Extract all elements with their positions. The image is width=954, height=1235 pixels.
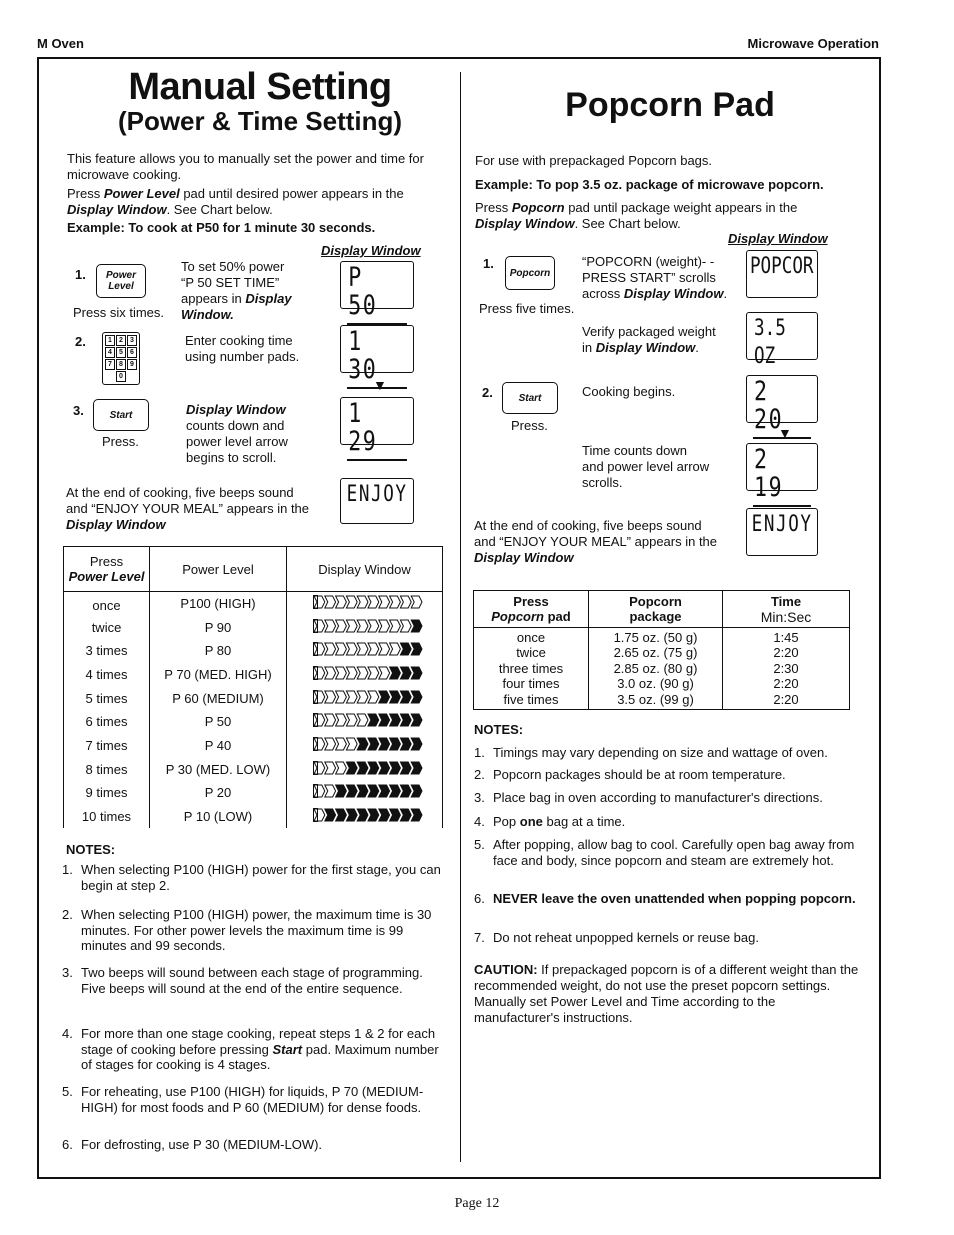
power-bar-cell [287,710,443,734]
note-number: 2. [474,767,485,782]
power-bar-cell [287,639,443,663]
power-table-body [64,592,443,829]
note-text: Popcorn packages should be at room temperature. [493,767,786,782]
number-key-5[interactable]: 5 [116,347,126,358]
popcorn-countdown-text: Time counts down and power level arrow scrolls. [582,443,710,490]
power-arrow-bar [313,761,423,775]
press-count: 7 times [64,734,150,758]
arrow-segment-filled [357,738,368,750]
arrow-segment-empty [357,620,368,632]
arrow-segment-empty [325,620,336,632]
arrow-segment-empty [368,667,379,679]
arrow-segment-empty [357,714,368,726]
display-2-20: 2 20 [746,375,818,423]
arrow-segment-filled [400,691,411,703]
manual-setting-subtitle: (Power & Time Setting) [117,106,403,136]
col-popcorn-package: Popcorn package [589,591,723,628]
arrow-segment-empty [325,596,336,608]
arrow-segment-filled [390,691,401,703]
note-item [474,790,859,806]
display-1-30: 1 30 [340,325,414,373]
arrow-segment-empty [346,643,357,655]
press-count: 9 times [64,781,150,805]
number-key-8[interactable]: 8 [116,359,126,370]
note-item [474,814,859,830]
arrow-segment-empty [357,667,368,679]
press-count: 6 times [64,710,150,734]
power-level-pad[interactable]: Power Level [96,264,146,298]
note-number: 4. [474,814,485,829]
press-count: 5 times [64,686,150,710]
arrow-segment-filled [368,738,379,750]
arrow-segment-empty [379,667,390,679]
number-key-7[interactable]: 7 [105,359,115,370]
table-row [64,734,443,758]
right-example: Example: To pop 3.5 oz. package of microwave popcorn. [475,177,824,192]
note-item [62,965,448,996]
popcorn-press-value: once [516,629,546,645]
power-level-value: P 10 (LOW) [150,805,287,829]
arrow-segment-filled [346,762,357,774]
arrow-segment-empty [336,738,347,750]
note-text: For more than one stage cooking, repeat steps 1 & 2 for each stage of cooking before pressing Start pad. Maximum number of stages for cooking is 4 stages. [81,1026,439,1072]
popcorn-step-2-caption: Press. [511,418,548,433]
display-p50: P 50 [340,261,414,309]
header-left: M Oven [37,36,84,51]
popcorn-time-cell [723,628,850,710]
power-level-value: P100 (HIGH) [150,592,287,616]
arrow-segment-filled [368,785,379,797]
note-text: After popping, allow bag to cool. Carefully open bag away from face and body, since popcorn and steam are extremely hot. [493,837,855,868]
left-example: Example: To cook at P50 for 1 minute 30 seconds. [67,220,376,235]
arrow-segment-empty [379,596,390,608]
arrow-segment-empty [346,738,357,750]
press-count: 10 times [64,805,150,829]
column-divider [460,72,461,1162]
table-row [64,592,443,616]
step-2-text: Enter cooking time using number pads. [185,333,300,364]
arrow-segment-empty [314,762,325,774]
arrow-segment-filled [400,809,411,821]
table-row [64,663,443,687]
header-right: Microwave Operation [747,36,879,51]
page-number: Page 12 [454,1196,500,1211]
note-text: Timings may vary depending on size and wattage of oven. [493,745,828,760]
power-arrow-bar [313,808,423,822]
popcorn-verify-text: Verify packaged weight in Display Window. [582,324,716,355]
arrow-segment-empty [314,667,325,679]
arrow-segment-empty [400,596,411,608]
arrow-segment-empty [336,714,347,726]
popcorn-step-2-text: Cooking begins. [582,384,676,399]
arrow-segment-filled [346,785,357,797]
caution-text: CAUTION: If prepackaged popcorn is of a different weight than the recommended weight, do not use the preset popcorn settings. Manually set Power Level and Time according to the manufacturer's instructions. [474,962,859,1025]
popcorn-pad-title: Popcorn Pad [565,86,775,124]
arrow-segment-empty [346,596,357,608]
left-end-text: At the end of cooking, five beeps sound and “ENJOY YOUR MEAL” appears in the Display Window [66,485,310,532]
arrow-segment-filled [379,762,390,774]
power-bar-cell [287,757,443,781]
arrow-segment-filled [400,785,411,797]
table-row [64,805,443,829]
arrow-segment-empty [314,596,325,608]
arrow-segment-empty [336,643,347,655]
col-display-window: Display Window [287,547,443,592]
arrow-segment-filled [379,691,390,703]
number-key-6[interactable]: 6 [127,347,137,358]
power-bar-cell [287,686,443,710]
arrow-segment-empty [314,809,325,821]
power-bar-cell [287,805,443,829]
arrow-segment-filled [411,738,422,750]
number-key-4[interactable]: 4 [105,347,115,358]
note-number: 4. [62,1026,73,1041]
popcorn-pad[interactable]: Popcorn [505,256,555,290]
power-arrow-bar [313,737,423,751]
arrow-segment-filled [400,667,411,679]
left-intro-1: This feature allows you to manually set the power and time for microwave cooking. [67,151,424,182]
col-press: Press Power Level [64,547,150,592]
power-bar-cell [287,781,443,805]
arrow-segment-filled [390,714,401,726]
table-row [64,615,443,639]
note-number: 6. [474,891,485,906]
arrow-segment-empty [314,785,325,797]
arrow-segment-empty [390,620,401,632]
arrow-segment-filled [390,809,401,821]
power-bar-cell [287,734,443,758]
arrow-segment-empty [314,620,325,632]
note-text: For reheating, use P100 (HIGH) for liquids, P 70 (MEDIUM-HIGH) for most foods and P 60 (MEDIUM) for dense foods. [81,1084,424,1115]
start-pad-right[interactable]: Start [502,382,558,414]
display-1-29: 1 29 [340,397,414,445]
table-row [64,757,443,781]
popcorn-press-value: four times [502,676,560,692]
arrow-segment-filled [411,809,422,821]
display-enjoy-right: ENJOY [746,508,818,556]
arrow-segment-filled [390,667,401,679]
arrow-segment-filled [390,785,401,797]
note-text: Pop one bag at a time. [493,814,626,829]
arrow-segment-empty [400,620,411,632]
popcorn-time-value: 2:20 [773,676,799,692]
arrow-segment-empty [336,691,347,703]
arrow-segment-empty [336,762,347,774]
power-arrow-bar [313,784,423,798]
arrow-segment-filled [390,738,401,750]
arrow-segment-filled [325,809,336,821]
arrow-segment-empty [368,596,379,608]
arrow-segment-filled [336,809,347,821]
note-text: Place bag in oven according to manufacturer's directions. [493,790,823,805]
table-row [64,686,443,710]
popcorn-step-1-number: 1. [483,256,494,271]
power-level-value: P 30 (MED. LOW) [150,757,287,781]
left-display-window-heading: Display Window [321,243,421,258]
col-time: Time Min:Sec [723,591,850,628]
arrow-segment-empty [357,691,368,703]
display-enjoy-left: ENJOY [340,478,414,524]
number-key-1[interactable]: 1 [105,335,115,346]
right-intro-2: Press Popcorn pad until package weight appears in the Display Window. See Chart below. [475,200,798,231]
arrow-segment-empty [314,643,325,655]
arrow-segment-filled [368,809,379,821]
left-notes-title: NOTES: [66,842,116,857]
popcorn-time-value: 2:30 [773,660,799,676]
col-press-popcorn: Press Popcorn pad [474,591,589,628]
popcorn-package-value: 2.85 oz. (80 g) [613,660,698,676]
table-row [64,639,443,663]
display-2-19: 2 19 [746,443,818,491]
power-level-value: P 70 (MED. HIGH) [150,663,287,687]
popcorn-press-value: twice [516,645,546,661]
arrow-segment-empty [346,714,357,726]
arrow-segment-empty [346,620,357,632]
down-arrow-icon: ▼ [373,377,387,393]
popcorn-table [473,590,850,710]
power-bar-cell [287,663,443,687]
right-notes-title: NOTES: [474,722,524,737]
arrow-segment-empty [379,643,390,655]
step-1-text: To set 50% power “P 50 SET TIME” appears in Display Window. [181,259,292,322]
right-end-text: At the end of cooking, five beeps sound and “ENJOY YOUR MEAL” appears in the Display Window [474,518,718,565]
popcorn-package-value: 3.5 oz. (99 g) [617,691,694,707]
right-intro-1: For use with prepackaged Popcorn bags. [475,153,713,168]
number-key-3[interactable]: 3 [127,335,137,346]
popcorn-time-value: 2:20 [773,691,799,707]
arrow-segment-empty [357,596,368,608]
arrow-segment-filled [379,738,390,750]
note-item [474,837,859,868]
note-text: For defrosting, use P 30 (MEDIUM-LOW). [81,1137,323,1152]
popcorn-step-1-caption: Press five times. [479,301,575,316]
step-3-text: Display Window counts down and power level arrow begins to scroll. [186,402,288,465]
arrow-segment-empty [336,620,347,632]
right-display-window-heading: Display Window [728,231,828,246]
arrow-segment-filled [411,667,422,679]
arrow-segment-filled [379,809,390,821]
note-text: When selecting P100 (HIGH) power, the maximum time is 30 minutes. For other power levels the maximum time is 99 minutes and 99 seconds. [81,907,432,953]
note-number: 7. [474,930,485,945]
arrow-segment-filled [411,691,422,703]
number-key-2[interactable]: 2 [116,335,126,346]
press-count: twice [64,615,150,639]
popcorn-press-value: five times [503,691,559,707]
arrow-segment-filled [411,643,422,655]
popcorn-time-value: 2:20 [773,645,799,661]
arrow-segment-filled [357,785,368,797]
down-arrow-icon: ▼ [778,425,792,441]
number-key-9[interactable]: 9 [127,359,137,370]
arrow-segment-empty [368,643,379,655]
popcorn-step-2-number: 2. [482,385,493,400]
power-level-table [63,546,443,828]
arrow-segment-empty [325,714,336,726]
popcorn-press-cell [474,628,589,710]
note-number: 1. [62,862,73,877]
arrow-segment-empty [411,596,422,608]
note-item [474,891,859,907]
arrow-segment-empty [314,738,325,750]
arrow-segment-filled [379,714,390,726]
arrow-segment-filled [411,762,422,774]
display-3-5-oz: 3.5 OZ [746,312,818,360]
popcorn-step-1-text: “POPCORN (weight)- - PRESS START” scrolls across Display Window. [582,254,728,301]
note-item [474,767,859,783]
arrow-segment-empty [314,714,325,726]
note-number: 5. [62,1084,73,1099]
arrow-segment-filled [357,809,368,821]
note-number: 1. [474,745,485,760]
arrow-segment-filled [368,714,379,726]
power-level-value: P 90 [150,615,287,639]
arrow-segment-empty [390,643,401,655]
manual-setting-title: Manual Setting [128,66,392,108]
arrow-segment-empty [325,691,336,703]
note-number: 6. [62,1137,73,1152]
press-count: once [64,592,150,616]
arrow-segment-empty [325,643,336,655]
arrow-segment-filled [357,762,368,774]
arrow-segment-filled [336,785,347,797]
popcorn-press-value: three times [498,660,564,676]
arrow-segment-empty [314,691,325,703]
power-level-value: P 40 [150,734,287,758]
arrow-segment-filled [346,809,357,821]
number-keypad[interactable] [102,332,140,385]
note-item [62,907,448,954]
power-arrow-bar [313,595,423,609]
note-number: 2. [62,907,73,922]
arrow-segment-empty [368,620,379,632]
note-item [62,1026,448,1073]
arrow-segment-empty [325,738,336,750]
note-item [62,862,448,893]
display-popcorn: POPCOR [746,250,818,298]
arrow-segment-filled [400,714,411,726]
arrow-segment-empty [346,667,357,679]
power-arrow-bar [313,690,423,704]
popcorn-package-value: 3.0 oz. (90 g) [617,676,694,692]
note-item [474,745,859,761]
note-number: 3. [474,790,485,805]
note-number: 3. [62,965,73,980]
note-item [474,930,859,946]
table-row [64,781,443,805]
power-level-value: P 60 (MEDIUM) [150,686,287,710]
step-2-number: 2. [75,334,86,349]
step-1-caption: Press six times. [73,305,165,320]
arrow-segment-filled [400,738,411,750]
arrow-segment-empty [325,667,336,679]
press-count: 8 times [64,757,150,781]
arrow-segment-filled [400,643,411,655]
power-arrow-row [753,505,810,507]
note-text: When selecting P100 (HIGH) power for the first stage, you can begin at step 2. [81,862,441,893]
step-3-number: 3. [73,403,84,418]
arrow-segment-empty [379,620,390,632]
power-level-value: P 20 [150,781,287,805]
arrow-segment-empty [390,596,401,608]
power-bar-cell [287,615,443,639]
note-text: Two beeps will sound between each stage of programming. Five beeps will sound at the end of the entire sequence. [81,965,423,996]
arrow-segment-empty [325,785,336,797]
table-row [64,710,443,734]
popcorn-time-value: 1:45 [773,629,799,645]
step-3-caption: Press. [102,434,139,449]
arrow-segment-empty [336,596,347,608]
start-pad-left[interactable]: Start [93,399,149,431]
arrow-segment-filled [368,762,379,774]
left-intro-2: Press Power Level pad until desired power appears in the Display Window. See Chart below. [67,186,404,217]
arrow-segment-filled [411,620,422,632]
arrow-segment-empty [346,691,357,703]
power-bar-cell [287,592,443,616]
arrow-segment-empty [368,691,379,703]
step-1-number: 1. [75,267,86,282]
note-number: 5. [474,837,485,852]
popcorn-package-value: 2.65 oz. (75 g) [613,645,698,661]
arrow-segment-filled [400,762,411,774]
number-key-0[interactable]: 0 [116,371,126,382]
arrow-segment-filled [390,762,401,774]
power-arrow-bar [313,713,423,727]
power-level-value: P 80 [150,639,287,663]
power-arrow-bar [313,642,423,656]
note-item [62,1137,448,1153]
power-arrow-bar [313,619,423,633]
power-arrow-bar [313,666,423,680]
note-item [62,1084,448,1115]
col-power-level: Power Level [150,547,287,592]
press-count: 4 times [64,663,150,687]
note-text: NEVER leave the oven unattended when popping popcorn. [493,891,856,906]
arrow-segment-empty [336,667,347,679]
press-count: 3 times [64,639,150,663]
arrow-segment-empty [325,762,336,774]
popcorn-package-value: 1.75 oz. (50 g) [613,629,698,645]
arrow-segment-filled [411,785,422,797]
arrow-segment-filled [411,714,422,726]
popcorn-package-cell [589,628,723,710]
note-text: Do not reheat unpopped kernels or reuse bag. [493,930,759,945]
power-arrow-row [347,459,406,461]
arrow-segment-filled [379,785,390,797]
power-level-value: P 50 [150,710,287,734]
arrow-segment-empty [357,643,368,655]
